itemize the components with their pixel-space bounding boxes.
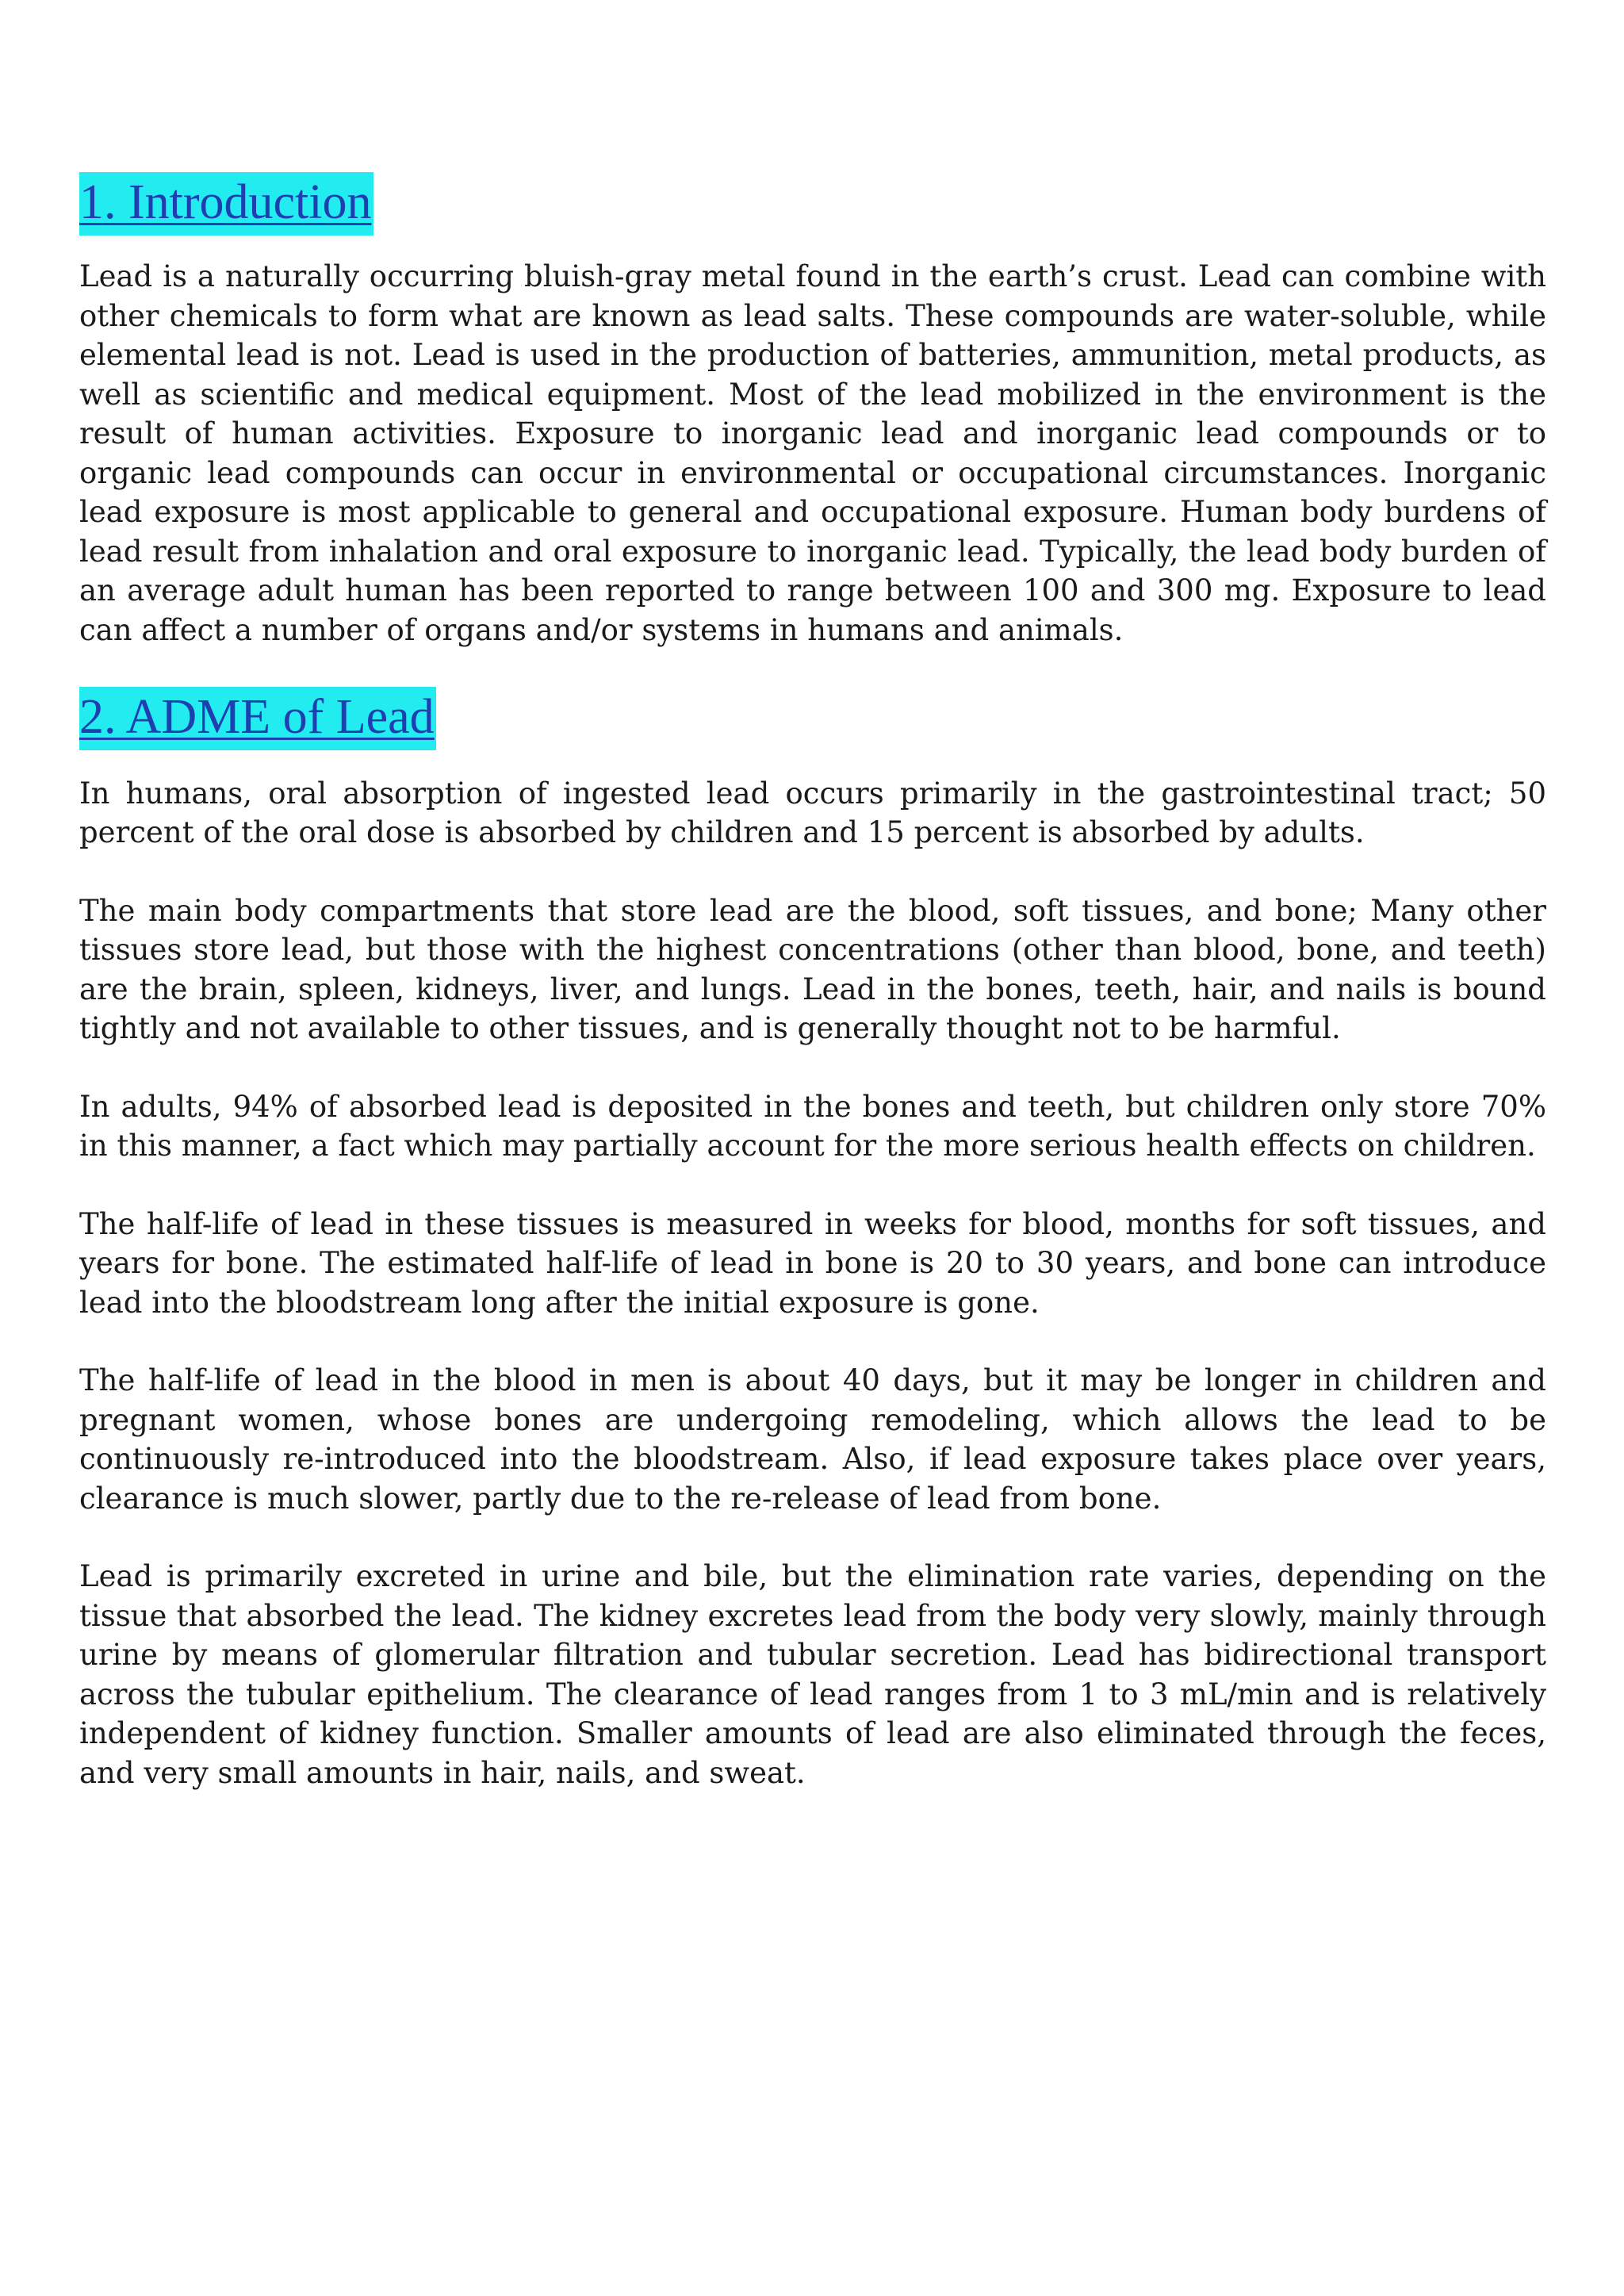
paragraph-deposition: In adults, 94% of absorbed lead is deposited in the bones and teeth, but children only store 70% in this manner, a fact which may partially account for the more serious health effects on children. xyxy=(79,1089,1546,1163)
paragraph-excretion: Lead is primarily excreted in urine and bile, but the elimination rate varies, depending on the tissue that absorbed the lead. The kidney excretes lead from the body very slowly, mainly through urine by means of glomerular filtration and tubular secretion. Lead has bidirectional transport across the tubular epithelium. The clearance of lead ranges from 1 to 3 mL/min and is relatively independent of kidney function. Smaller amounts of lead are also eliminated through the feces, and very small amounts in hair, nails, and sweat. xyxy=(79,1559,1546,1790)
paragraph-intro-1: Lead is a naturally occurring bluish-gray metal found in the earth’s crust. Lead can combine with other chemicals to form what are known as lead salts. These compounds are water-soluble, while elemental lead is not. Lead is used in the production of batteries, ammunition, metal products, as well as scientific and medical equipment. Most of the lead mobilized in the environment is the result of human activities. Exposure to inorganic lead and inorganic lead compounds or to organic lead compounds can occur in environmental or occupational circumstances. Inorganic lead exposure is most applicable to general and occupational exposure. Human body burdens of lead result from inhalation and oral exposure to inorganic lead. Typically, the lead body burden of an average adult human has been reported to range between 100 and 300 mg. Exposure to lead can affect a number of organs and/or systems in humans and animals. xyxy=(79,259,1546,647)
section-adme xyxy=(79,688,1546,1792)
section-heading-introduction: 1. Introduction xyxy=(79,173,1546,232)
paragraph-half-life-tissues: The half-life of lead in these tissues is measured in weeks for blood, months for soft tissues, and years for bone. The estimated half-life of lead in bone is 20 to 30 years, and bone can introduce lead into the bloodstream long after the initial exposure is gone. xyxy=(79,1206,1546,1320)
paragraph-absorption: In humans, oral absorption of ingested lead occurs primarily in the gastrointestinal tract; 50 percent of the oral dose is absorbed by children and 15 percent is absorbed by adults. xyxy=(79,776,1546,850)
section-introduction xyxy=(79,173,1546,650)
paragraph-distribution: The main body compartments that store lead are the blood, soft tissues, and bone; Many other tissues store lead, but those with the highest concentrations (other than blood, bone, and teeth) are the brain, spleen, kidneys, liver, and lungs. Lead in the bones, teeth, hair, and nails is bound tightly and not available to other tissues, and is generally thought not to be harmful. xyxy=(79,893,1546,1046)
section-heading-adme: 2. ADME of Lead xyxy=(79,688,1546,746)
document-page xyxy=(79,173,1546,1792)
paragraph-half-life-blood: The half-life of lead in the blood in men is about 40 days, but it may be longer in children and pregnant women, whose bones are undergoing remodeling, which allows the lead to be continuously re-introduced into the bloodstream. Also, if lead exposure takes place over years, clearance is much slower, partly due to the re-release of lead from bone. xyxy=(79,1363,1546,1516)
